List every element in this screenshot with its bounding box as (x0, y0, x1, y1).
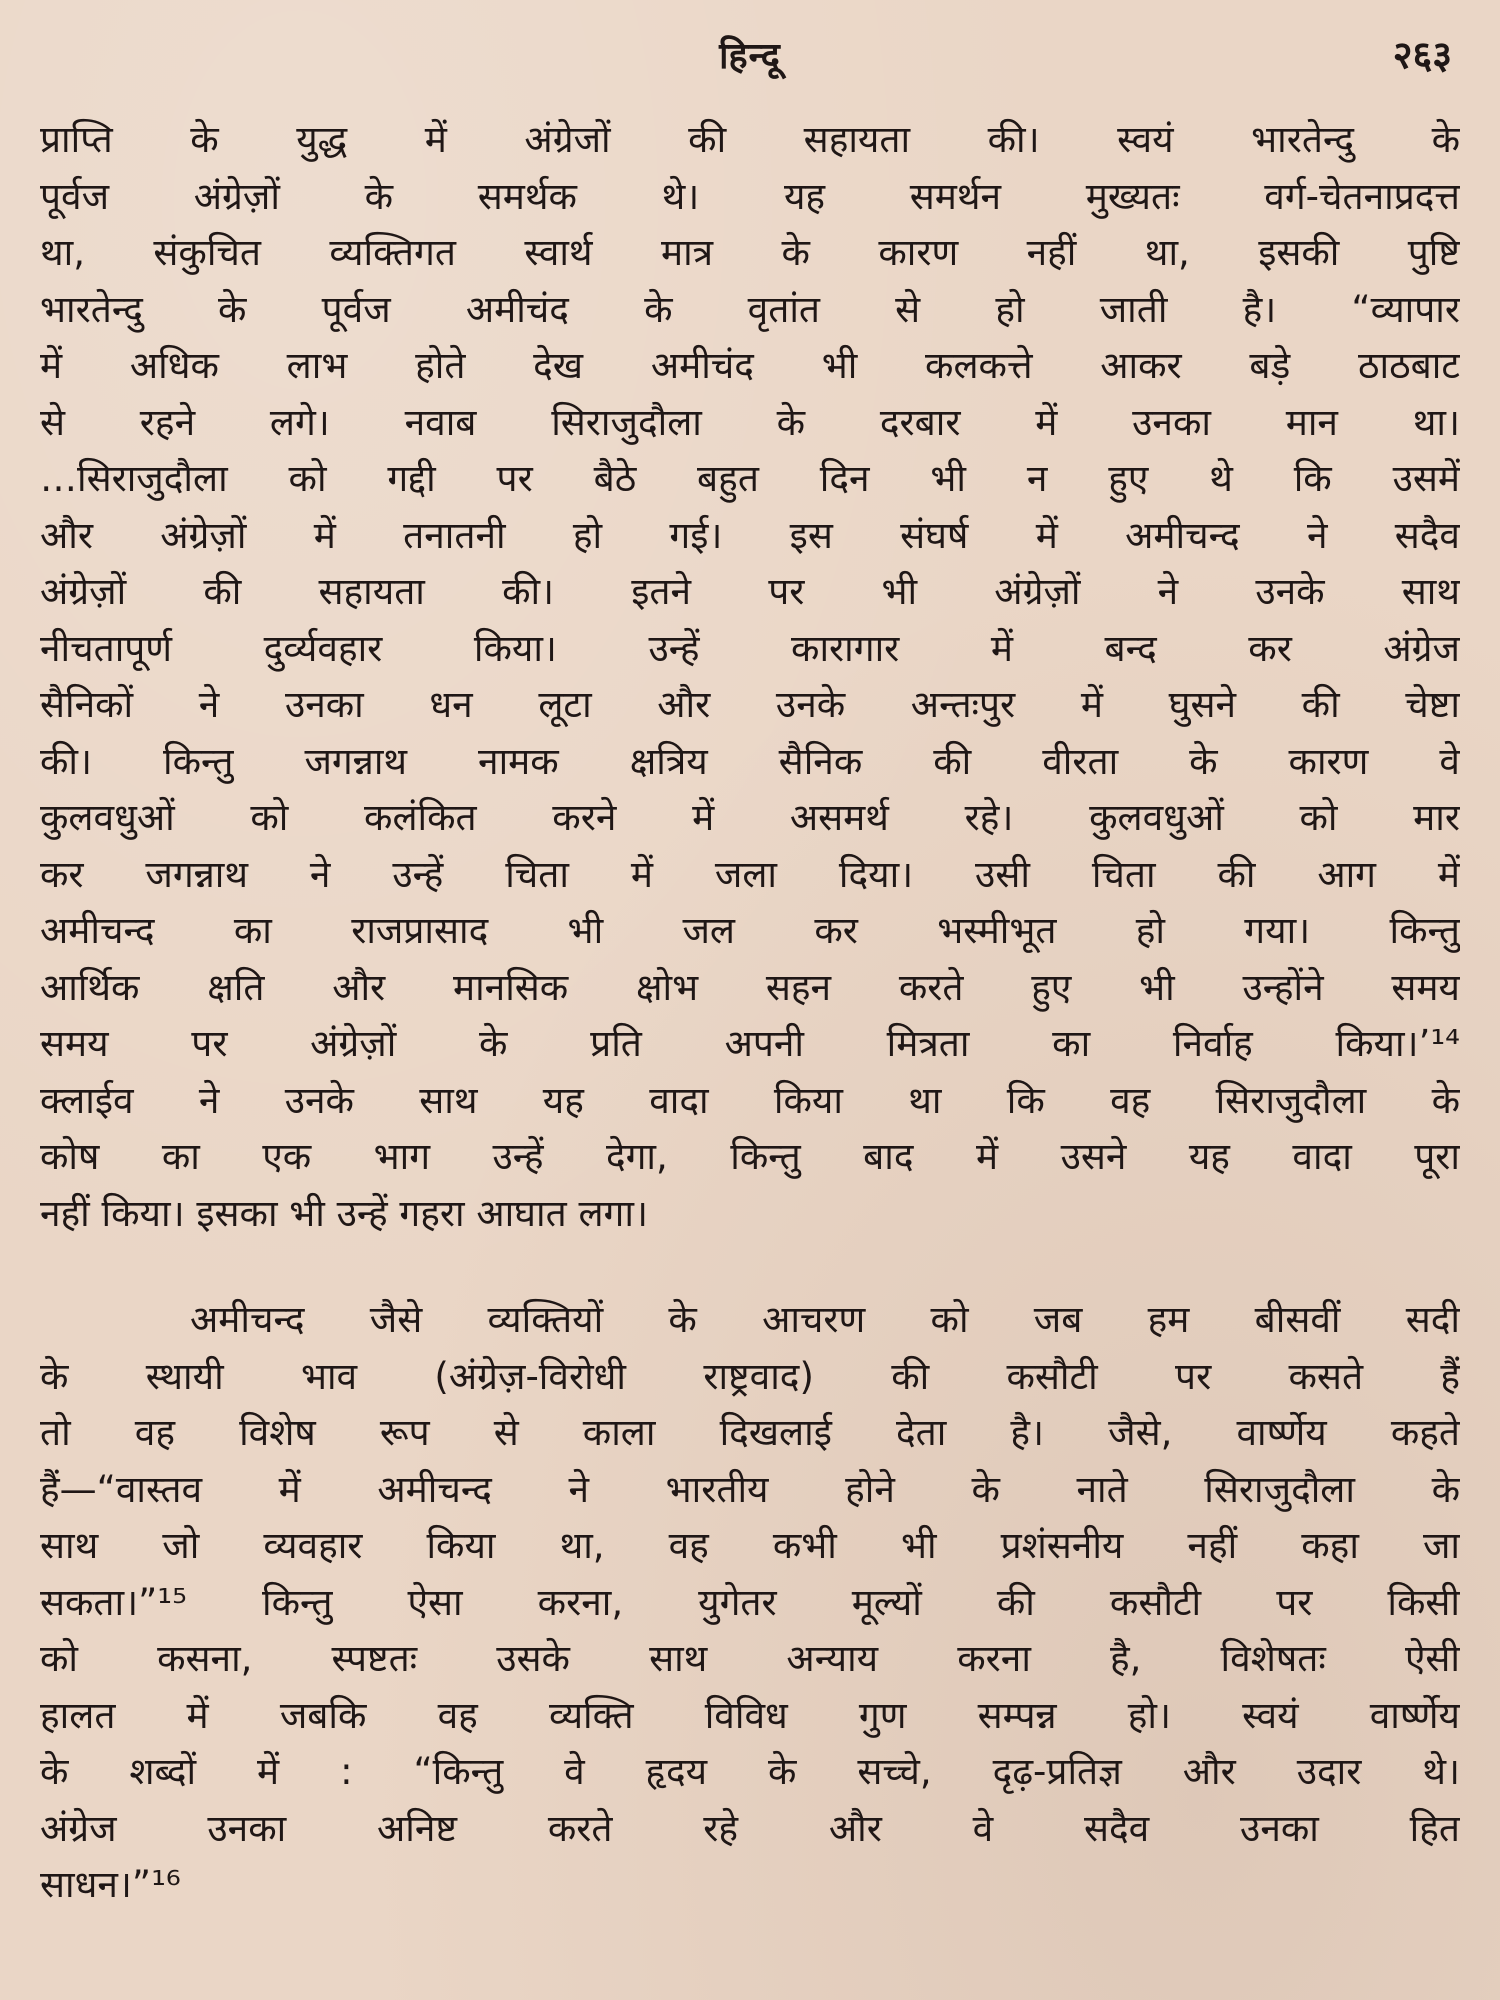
text-line: अमीचन्द जैसे व्यक्तियों के आचरण को जब हम बीसवीं सदी (190, 1298, 1460, 1341)
text-line: नहीं किया। इसका भी उन्हें गहरा आघात लगा। (40, 1191, 648, 1235)
text-line: अंग्रेज़ों की सहायता की। इतने पर भी अंग्रेज़ों ने उनके साथ (40, 570, 1460, 613)
text-line: साथ जो व्यवहार किया था, वह कभी भी प्रशंसनीय नहीं कहा जा (40, 1524, 1460, 1567)
text-line: सैनिकों ने उनका धन लूटा और उनके अन्तःपुर में घुसने की चेष्टा (40, 683, 1460, 726)
text-line: साधन।”¹⁶ (40, 1863, 181, 1906)
text-line: तो वह विशेष रूप से काला दिखलाई देता है। जैसे, वार्ष्णेय कहते (40, 1411, 1460, 1454)
text-line: समय पर अंग्रेज़ों के प्रति अपनी मित्रता का निर्वाह किया।’¹⁴ (40, 1022, 1460, 1065)
text-line: से रहने लगे। नवाब सिराजुदौला के दरबार में उनका मान था। (40, 400, 1460, 444)
page-number: २६३ (1392, 33, 1452, 77)
text-line: की। किन्तु जगन्नाथ नामक क्षत्रिय सैनिक की वीरता के कारण वे (40, 739, 1460, 783)
paragraph-gap (40, 1242, 1460, 1292)
text-line: कोष का एक भाग उन्हें देगा, किन्तु बाद में उसने यह वादा पूरा (40, 1135, 1460, 1178)
text-line: हैं—“वास्तव में अमीचन्द ने भारतीय होने के नाते सिराजुदौला के (40, 1467, 1460, 1511)
text-line: के स्थायी भाव (अंग्रेज़-विरोधी राष्ट्रवाद) की कसौटी पर कसते हैं (40, 1354, 1460, 1398)
text-line: हालत में जबकि वह व्यक्ति विविध गुण सम्पन्न हो। स्वयं वार्ष्णेय (40, 1693, 1460, 1737)
text-line: और अंग्रेज़ों में तनातनी हो गई। इस संघर्ष में अमीचन्द ने सदैव (40, 513, 1460, 557)
text-line: …सिराजुदौला को गद्दी पर बैठे बहुत दिन भी न हुए थे कि उसमें (40, 457, 1460, 500)
text-line: आर्थिक क्षति और मानसिक क्षोभ सहन करते हुए भी उन्होंने समय (40, 965, 1460, 1009)
text-line: नीचतापूर्ण दुर्व्यवहार किया। उन्हें कारागार में बन्द कर अंग्रेज (40, 626, 1460, 670)
text-line: अमीचन्द का राजप्रासाद भी जल कर भस्मीभूत हो गया। किन्तु (40, 909, 1460, 952)
text-line: के शब्दों में : “किन्तु वे हृदय के सच्चे, दृढ़-प्रतिज्ञ और उदार थे। (40, 1750, 1460, 1793)
text-line: कर जगन्नाथ ने उन्हें चिता में जला दिया। उसी चिता की आग में (40, 852, 1460, 896)
body-text (40, 112, 1460, 1914)
text-line: भारतेन्दु के पूर्वज अमीचंद के वृतांत से हो जाती है। “व्यापार (40, 287, 1460, 331)
text-line: अंग्रेज उनका अनिष्ट करते रहे और वे सदैव उनका हित (40, 1806, 1460, 1850)
page-header (40, 26, 1460, 76)
paragraph-1 (40, 112, 1460, 1242)
paragraph-2 (40, 1292, 1460, 1914)
text-line: को कसना, स्पष्टतः उसके साथ अन्याय करना है, विशेषतः ऐसी (40, 1637, 1460, 1680)
text-line: था, संकुचित व्यक्तिगत स्वार्थ मात्र के कारण नहीं था, इसकी पुष्टि (40, 231, 1460, 274)
text-line: पूर्वज अंग्रेज़ों के समर्थक थे। यह समर्थन मुख्यतः वर्ग-चेतनाप्रदत्त (40, 174, 1460, 218)
text-line: में अधिक लाभ होते देख अमीचंद भी कलकत्ते आकर बड़े ठाठबाट (40, 344, 1460, 387)
text-line: क्लाईव ने उनके साथ यह वादा किया था कि वह सिराजुदौला के (40, 1078, 1460, 1122)
text-line: सकता।”¹⁵ किन्तु ऐसा करना, युगेतर मूल्यों की कसौटी पर किसी (40, 1580, 1460, 1624)
running-head: हिन्दू (719, 36, 781, 77)
text-line: कुलवधुओं को कलंकित करने में असमर्थ रहे। कुलवधुओं को मार (40, 796, 1460, 839)
text-line: प्राप्ति के युद्ध में अंग्रेजों की सहायता की। स्वयं भारतेन्दु के (40, 118, 1460, 161)
